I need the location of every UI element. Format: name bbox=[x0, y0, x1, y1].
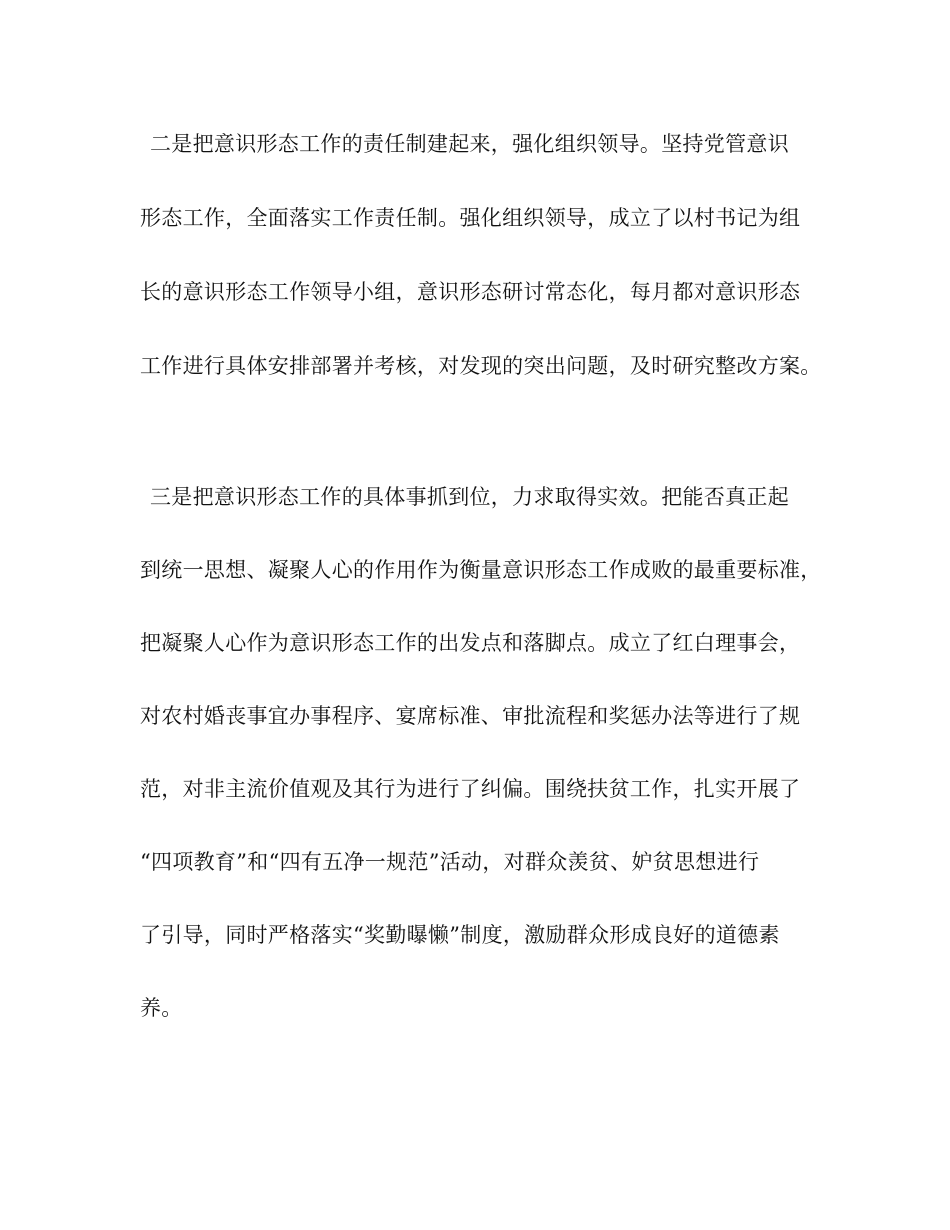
paragraph-line: 养。 bbox=[140, 996, 183, 1020]
paragraph-line: 把凝聚人心作为意识形态工作的出发点和落脚点。成立了红白理事会， bbox=[140, 631, 801, 655]
paragraph-line: 形态工作，全面落实工作责任制。强化组织领导，成立了以村书记为组 bbox=[140, 206, 801, 230]
paragraph-line: 工作进行具体安排部署并考核，对发现的突出问题，及时研究整改方案。 bbox=[140, 354, 822, 378]
paragraph-line: 三是把意识形态工作的具体事抓到位，力求取得实效。把能否真正起 bbox=[150, 485, 789, 509]
paragraph-line: 长的意识形态工作领导小组，意识形态研讨常态化，每月都对意识形态 bbox=[140, 280, 801, 304]
paragraph-line: 范，对非主流价值观及其行为进行了纠偏。围绕扶贫工作，扎实开展了 bbox=[140, 777, 801, 801]
paragraph-line: 对农村婚丧事宜办事程序、宴席标准、审批流程和奖惩办法等进行了规 bbox=[140, 704, 801, 728]
paragraph-line: 了引导，同时严格落实“奖勤曝懒”制度，激励群众形成良好的道德素 bbox=[140, 923, 780, 947]
paragraph-line: 二是把意识形态工作的责任制建起来，强化组织领导。坚持党管意识 bbox=[150, 132, 789, 156]
paragraph-line: 到统一思想、凝聚人心的作用作为衡量意识形态工作成败的最重要标准， bbox=[140, 558, 822, 582]
paragraph-line: “四项教育”和“四有五净一规范”活动，对群众羡贫、妒贫思想进行 bbox=[140, 850, 760, 874]
